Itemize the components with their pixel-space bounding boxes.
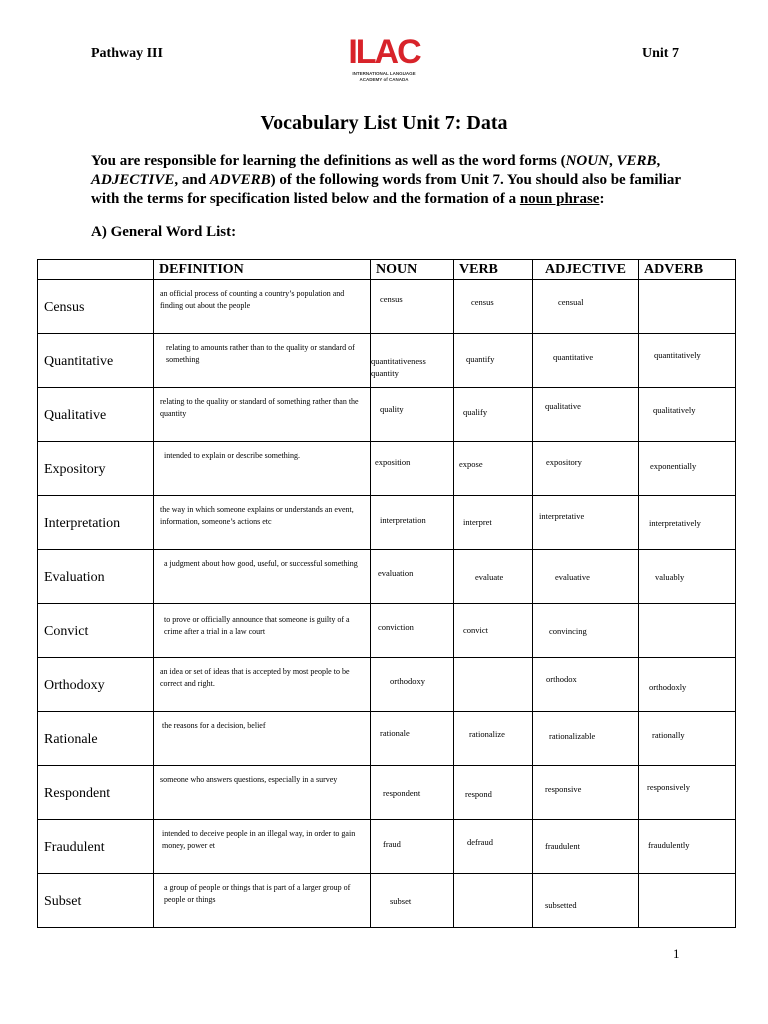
vocab-word: Subset [44, 894, 82, 909]
noun-form: interpretation [380, 515, 426, 525]
header-right: Unit 7 [642, 46, 679, 61]
vocab-word: Orthodoxy [44, 678, 105, 693]
definition: the reasons for a decision, belief [162, 721, 266, 730]
adverb-form: orthodoxly [649, 682, 687, 692]
verb-form: qualify [463, 407, 488, 417]
table-row [38, 874, 736, 928]
definition: the way in which someone explains or understands an event, information, someone’s actions etc [160, 505, 354, 526]
definition: relating to the quality or standard of something rather than the quantity [160, 397, 359, 418]
adjective-form: evaluative [555, 572, 590, 582]
definition: someone who answers questions, especially in a survey [160, 775, 338, 784]
adjective-form: quantitative [553, 352, 594, 362]
table-row [38, 550, 736, 604]
definition: relating to amounts rather than to the quality or standard of something [166, 343, 355, 364]
vocab-word: Qualitative [44, 408, 107, 423]
logo-word: ILAC [348, 33, 420, 71]
adjective-form: censual [558, 297, 584, 307]
table-row [38, 280, 736, 334]
noun-form-alt: quantity [371, 368, 399, 378]
verb-form: convict [463, 625, 489, 635]
adverb-form: quantitatively [654, 350, 701, 360]
table-row [38, 712, 736, 766]
vocabulary-table [37, 259, 736, 928]
adjective-form: rationalizable [549, 731, 596, 741]
noun-form: rationale [380, 728, 410, 738]
adverb-form: qualitatively [653, 405, 696, 415]
adjective-form: responsive [545, 784, 582, 794]
vocab-word: Rationale [44, 732, 98, 747]
header-definition: DEFINITION [154, 260, 371, 280]
adjective-form: qualitative [545, 401, 581, 411]
verb-form: census [471, 297, 494, 307]
noun-form: evaluation [378, 568, 414, 578]
noun-form: quantitativeness [371, 356, 426, 366]
adjective-form: fraudulent [545, 841, 580, 851]
verb-form: expose [459, 459, 483, 469]
logo-subtitle: INTERNATIONAL LANGUAGE ACADEMY of CANADA [352, 71, 416, 82]
noun-form: respondent [383, 788, 421, 798]
adverb-form: valuably [655, 572, 685, 582]
definition: intended to explain or describe something. [164, 451, 300, 460]
page-number: 1 [673, 946, 680, 961]
adverb-form: responsively [647, 782, 690, 792]
table-row [38, 496, 736, 550]
definition: intended to deceive people in an illegal way, in order to gain money, power et [162, 829, 356, 850]
definition: a judgment about how good, useful, or successful something [164, 559, 358, 568]
header-verb: VERB [454, 260, 533, 280]
vocab-word: Evaluation [44, 570, 105, 585]
verb-form: evaluate [475, 572, 504, 582]
noun-form: subset [390, 896, 412, 906]
header-left: Pathway III [91, 46, 163, 61]
verb-form: quantify [466, 354, 495, 364]
verb-form: respond [465, 789, 492, 799]
adverb-form: rationally [652, 730, 685, 740]
definition: a group of people or things that is part of a larger group of people or things [164, 883, 351, 904]
header-adverb: ADVERB [639, 260, 736, 280]
table-row [38, 658, 736, 712]
header-noun: NOUN [371, 260, 454, 280]
verb-form: rationalize [469, 729, 505, 739]
adverb-form: interpretatively [649, 518, 701, 528]
vocab-word: Fraudulent [44, 840, 105, 855]
vocab-word: Census [44, 300, 85, 315]
definition: to prove or officially announce that someone is guilty of a crime after a trial in a law court [164, 615, 350, 636]
table-header-row [38, 260, 736, 280]
adjective-form: subsetted [545, 900, 577, 910]
header-adjective: ADJECTIVE [533, 260, 639, 280]
adverb-form: exponentially [650, 461, 697, 471]
noun-form: conviction [378, 622, 414, 632]
ilac-logo [346, 34, 422, 88]
table-row [38, 820, 736, 874]
table-row [38, 388, 736, 442]
noun-form: orthodoxy [390, 676, 425, 686]
vocab-word: Interpretation [44, 516, 121, 531]
vocab-word: Quantitative [44, 354, 114, 369]
table-row [38, 442, 736, 496]
table-row [38, 604, 736, 658]
adjective-form: orthodox [546, 674, 577, 684]
section-heading: A) General Word List: [91, 224, 237, 240]
table-row [38, 766, 736, 820]
vocab-word: Respondent [44, 786, 111, 801]
verb-form: defraud [467, 837, 493, 847]
vocab-word: Expository [44, 462, 106, 477]
intro-paragraph: You are responsible for learning the definitions as well as the word forms (NOUN, VERB, ADJECTIVE, and ADVERB) of the following words from Unit 7. You should also be familiar with the terms for specification listed below and the formation of a noun phrase: [91, 153, 681, 207]
noun-form: exposition [375, 457, 411, 467]
header-word [38, 260, 154, 280]
definition: an idea or set of ideas that is accepted by most people to be correct and right. [160, 667, 350, 688]
vocab-word: Convict [44, 624, 89, 639]
page-title: Vocabulary List Unit 7: Data [260, 112, 508, 134]
table-row [38, 334, 736, 388]
noun-form: fraud [383, 839, 401, 849]
definition: an official process of counting a country’s population and finding out about the people [160, 289, 345, 310]
adverb-form: fraudulently [648, 840, 690, 850]
noun-form: quality [380, 404, 404, 414]
verb-form: interpret [463, 517, 492, 527]
adjective-form: convincing [549, 626, 587, 636]
adjective-form: interpretative [539, 511, 585, 521]
adjective-form: expository [546, 457, 582, 467]
noun-form: census [380, 294, 403, 304]
